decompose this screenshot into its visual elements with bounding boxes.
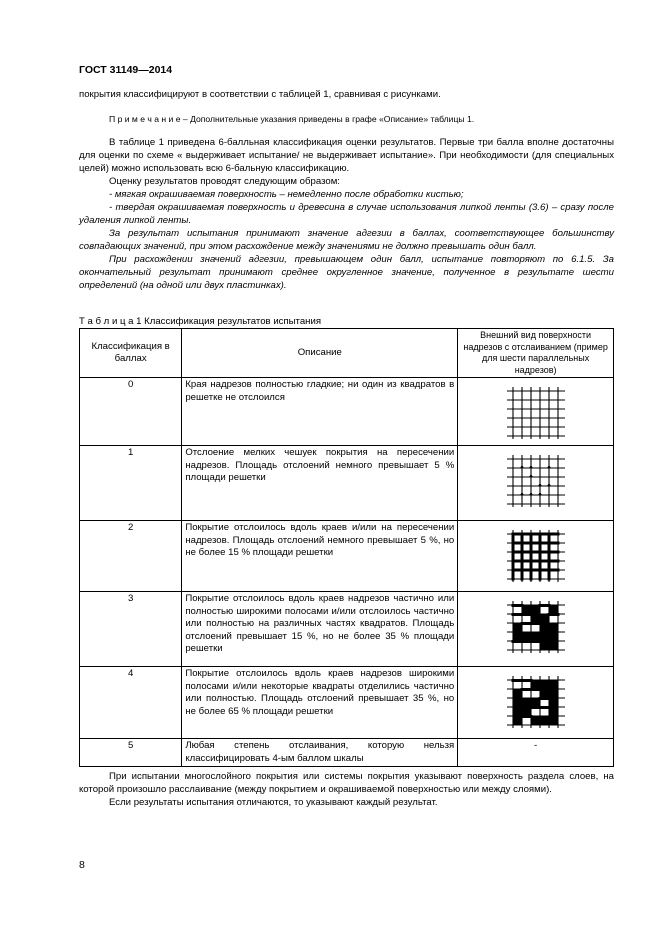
table-row (80, 739, 614, 767)
paragraph-6: При расхождении значений адгезии, превышающем один балл, испытание повторяют по 6.1.5. За окончательный результат принимают среднее округленное значение, полученное в результате шести определений (на одной или двух пластинках). (79, 254, 614, 291)
paragraph-4: - твердая окрашиваемая поверхность и древесина в случае использования липкой ленты (3.6) – сразу после удаления липкой ленты. (79, 202, 614, 226)
header-score: Классификация в баллах (80, 329, 182, 378)
table-row (80, 592, 614, 667)
closing-paragraph-2: Если результаты испытания отличаются, то указывают каждый результат. (109, 797, 438, 808)
header-description: Описание (182, 329, 458, 378)
paragraph-2: Оценку результатов проводят следующим образом: (109, 176, 340, 187)
row-score: 1 (80, 446, 182, 521)
paragraph-5: За результат испытания принимают значение адгезии в баллах, соответствующее большинству совпадающих значений, при этом расхождение между значениями не должно превышать один балл. (79, 228, 614, 252)
table-row (80, 521, 614, 592)
header-appearance: Внешний вид поверхности надрезов с отслаиванием (пример для шести параллельных надрезов) (458, 329, 614, 378)
row-score: 3 (80, 592, 182, 667)
classification-table (79, 328, 614, 767)
closing-paragraph-1: При испытании многослойного покрытия или системы покрытия указывают поверхность раздела слоев, на которой произошло расслаивание (между покрытием и окрашиваемой поверхностью или между слоями). (79, 771, 614, 795)
table-row (80, 667, 614, 739)
row-description: Любая степень отслаивания, которую нельзя классифицировать 4-ым баллом шкалы (182, 739, 458, 767)
page-number: 8 (79, 859, 85, 871)
grid-flakes-icon (503, 453, 569, 511)
row-score: 4 (80, 667, 182, 739)
table-header-row (80, 329, 614, 378)
row-description: Покрытие отслоилось вдоль краев надрезов широкими полосами и/или некоторые квадраты отделились частично или полностью. Площадь отслоений превышает 35 %, но не более 65 % площади решетки (182, 667, 458, 739)
row-score: 5 (80, 739, 182, 767)
grid-heavy-icon (503, 674, 569, 732)
table-caption (79, 316, 321, 327)
grid-clean-icon (503, 385, 569, 443)
row-description: Края надрезов полностью гладкие; ни один из квадратов в решетке не отслоился (182, 378, 458, 446)
row-description: Покрытие отслоилось вдоль краев и/или на пересечении надрезов. Площадь отслоений немного превышает 5 %, но не более 15 % площади решетки (182, 521, 458, 592)
intro-text (79, 88, 614, 101)
paragraph-3: - мягкая окрашиваемая поверхность – немедленно после обработки кистью; (109, 189, 464, 200)
row-description: Покрытие отслоилось вдоль краев надрезов частично или полностью широкими полосами и/или отслоилось частично или полностью на различных частях квадратов. Площадь отслоений превышает 15 %, но не более 35 % площади решетки (182, 592, 458, 667)
note-block (79, 113, 614, 126)
row-description: Отслоение мелких чешуек покрытия на пересечении надрезов. Площадь отслоений немного превышает 5 % площади решетки (182, 446, 458, 521)
row-score: 2 (80, 521, 182, 592)
document-header: ГОСТ 31149—2014 (79, 64, 173, 76)
row-score: 0 (80, 378, 182, 446)
table-row (80, 446, 614, 521)
table-row (80, 378, 614, 446)
note-text: – Дополнительные указания приведены в графе «Описание» таблицы 1. (180, 114, 475, 124)
table-caption-label: Т а б л и ц а (79, 316, 134, 327)
table-caption-text: 1 Классификация результатов испытания (133, 316, 322, 327)
note-label: П р и м е ч а н и е (109, 114, 181, 124)
body-text (79, 136, 614, 292)
grid-edges-icon (503, 528, 569, 586)
paragraph-1: В таблице 1 приведена 6-балльная классификация оценки результатов. Первые три балла вполне достаточны для оценки по схеме « выдерживает испытание/ не выдерживает испытание». При необходимости (для специальных целей) можно использовать всю 6-бальную классификацию. (79, 137, 614, 174)
intro-paragraph: покрытия классифицируют в соответствии с таблицей 1, сравнивая с рисунками. (79, 89, 441, 100)
row-image-dash: - (458, 739, 614, 767)
grid-strips-icon (503, 599, 569, 657)
closing-text (79, 770, 614, 809)
